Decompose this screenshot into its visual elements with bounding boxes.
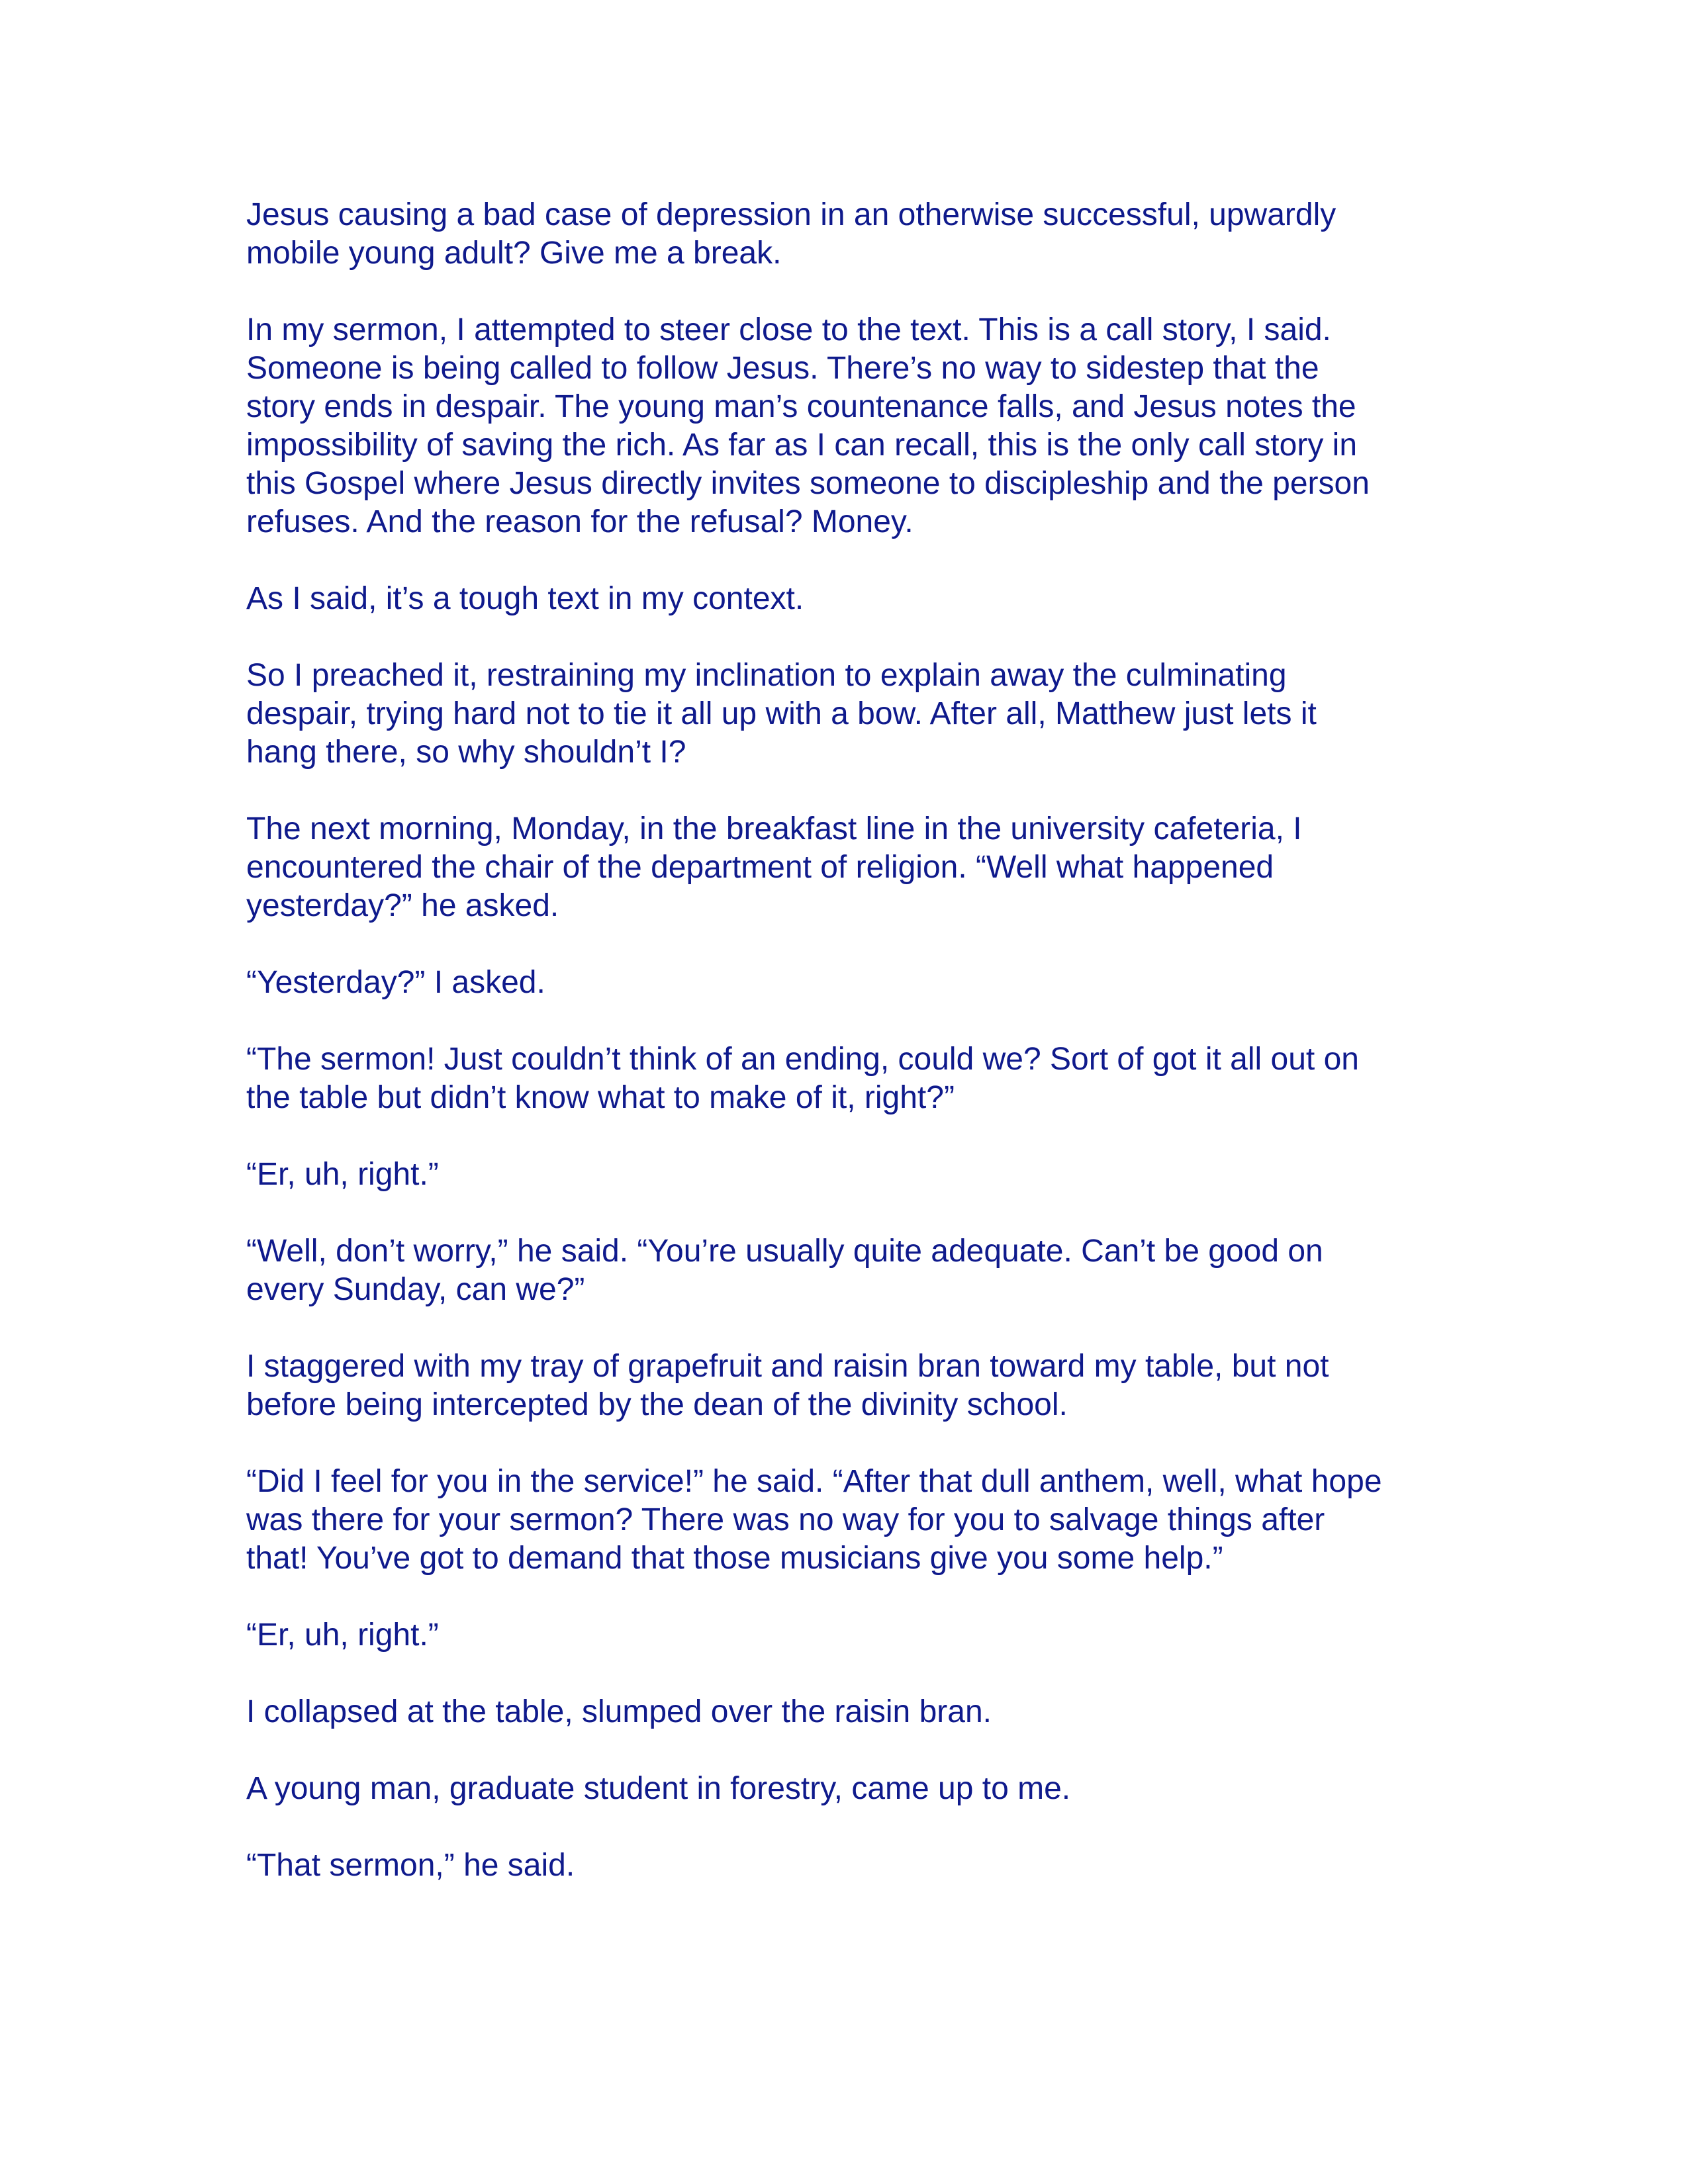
text-line: “Well, don’t worry,” he said. “You’re usually quite adequate. Can’t be good on [246,1234,1323,1269]
text-line: before being intercepted by the dean of the divinity school. [246,1387,1068,1422]
text-line: “Er, uh, right.” [246,1617,439,1653]
text-line: “The sermon! Just couldn’t think of an ending, could we? Sort of got it all out on [246,1042,1359,1077]
text-line: I collapsed at the table, slumped over the raisin bran. [246,1694,992,1729]
text-line: In my sermon, I attempted to steer close to the text. This is a call story, I said. [246,312,1331,347]
paragraph [246,1232,1451,1309]
text-line: “Yesterday?” I asked. [246,965,545,1000]
text-line: was there for your sermon? There was no way for you to salvage things after [246,1502,1325,1537]
text-line: Someone is being called to follow Jesus. There’s no way to sidestep that the [246,351,1319,386]
text-line: yesterday?” he asked. [246,888,559,923]
text-line: refuses. And the reason for the refusal? Money. [246,504,914,539]
text-line: the table but didn’t know what to make of it, right?” [246,1080,955,1115]
text-line: A young man, graduate student in forestry, came up to me. [246,1771,1071,1806]
text-line: As I said, it’s a tough text in my context. [246,581,804,616]
text-line: Jesus causing a bad case of depression in an otherwise successful, upwardly [246,197,1336,232]
text-line: “Did I feel for you in the service!” he said. “After that dull anthem, well, what hope [246,1464,1382,1499]
paragraph [246,1347,1451,1424]
paragraph [246,657,1451,772]
text-line: The next morning, Monday, in the breakfast line in the university cafeteria, I [246,811,1302,846]
text-line: that! You’ve got to demand that those musicians give you some help.” [246,1541,1223,1576]
paragraph [246,1616,1451,1655]
paragraph [246,580,1451,618]
paragraph [246,1693,1451,1731]
text-line: So I preached it, restraining my inclination to explain away the culminating [246,658,1287,693]
text-line: “That sermon,” he said. [246,1848,575,1883]
paragraph [246,810,1451,925]
paragraph [246,1846,1451,1885]
paragraph [246,1770,1451,1808]
paragraph [246,1156,1451,1194]
text-line: story ends in despair. The young man’s countenance falls, and Jesus notes the [246,389,1356,424]
text-line: impossibility of saving the rich. As far as I can recall, this is the only call story in [246,428,1358,463]
text-line: encountered the chair of the department of religion. “Well what happened [246,850,1274,885]
paragraph [246,1040,1451,1117]
paragraph [246,1463,1451,1578]
text-line: “Er, uh, right.” [246,1157,439,1192]
text-line: I staggered with my tray of grapefruit and raisin bran toward my table, but not [246,1349,1329,1384]
text-line: despair, trying hard not to tie it all up with a bow. After all, Matthew just lets it [246,696,1317,731]
text-line: mobile young adult? Give me a break. [246,236,782,271]
text-line: every Sunday, can we?” [246,1272,585,1307]
paragraph [246,964,1451,1002]
body-text [246,196,1451,1923]
text-line: this Gospel where Jesus directly invites someone to discipleship and the person [246,466,1370,501]
paragraph [246,311,1451,541]
text-line: hang there, so why shouldn’t I? [246,735,686,770]
paragraph [246,196,1451,273]
